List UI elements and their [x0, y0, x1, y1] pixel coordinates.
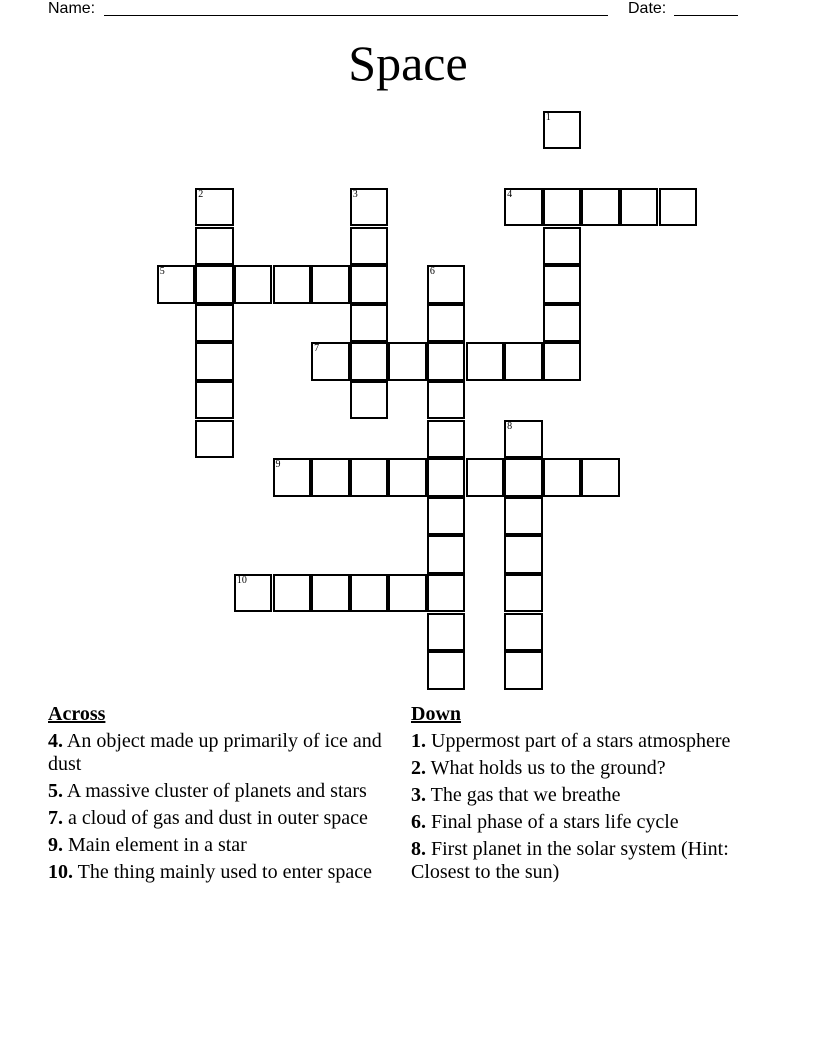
grid-cell[interactable] — [543, 227, 582, 266]
date-label: Date: — [628, 0, 667, 17]
down-clue — [411, 784, 751, 807]
grid-cell[interactable] — [427, 265, 466, 304]
clue-number: 7 — [314, 343, 320, 355]
clue-text: Main element in a star — [63, 834, 247, 856]
grid-cell[interactable] — [466, 458, 505, 497]
clue-number: 9 — [275, 459, 281, 471]
clue-label-number: 7. — [48, 807, 63, 829]
grid-cell[interactable] — [427, 420, 466, 459]
clue-label-number: 8. — [411, 838, 426, 860]
across-clues — [48, 703, 388, 888]
grid-cell[interactable] — [427, 304, 466, 343]
down-clue-list — [411, 730, 751, 884]
grid-cell[interactable] — [427, 535, 466, 574]
grid-cell[interactable] — [543, 111, 582, 150]
clue-number: 3 — [352, 188, 358, 200]
clue-number: 2 — [198, 188, 204, 200]
across-clue — [48, 861, 388, 884]
grid-cell[interactable] — [620, 188, 659, 227]
clue-text: Uppermost part of a stars atmosphere — [426, 730, 731, 752]
grid-cell[interactable] — [504, 458, 543, 497]
clue-label-number: 5. — [48, 780, 63, 802]
grid-cell[interactable] — [504, 574, 543, 613]
clue-text: A massive cluster of planets and stars — [63, 780, 367, 802]
clue-label-number: 9. — [48, 834, 63, 856]
clue-label-number: 6. — [411, 811, 426, 833]
grid-cell[interactable] — [427, 381, 466, 420]
grid-cell[interactable] — [388, 342, 427, 381]
across-clue — [48, 780, 388, 803]
name-label: Name: — [48, 0, 96, 17]
grid-cell[interactable] — [273, 265, 312, 304]
clue-text: First planet in the solar system (Hint: Closest to the sun) — [411, 838, 729, 883]
clue-number: 5 — [159, 266, 165, 278]
grid-cell[interactable] — [311, 265, 350, 304]
grid-cell[interactable] — [350, 304, 389, 343]
down-clue — [411, 757, 751, 780]
clue-label-number: 2. — [411, 757, 426, 779]
grid-cell[interactable] — [466, 342, 505, 381]
clue-text: What holds us to the ground? — [426, 757, 666, 779]
grid-cell[interactable] — [543, 304, 582, 343]
clue-label-number: 4. — [48, 730, 63, 752]
clue-number: 10 — [236, 574, 247, 586]
grid-cell[interactable] — [350, 227, 389, 266]
clue-number: 8 — [507, 420, 513, 432]
grid-cell[interactable] — [311, 342, 350, 381]
clue-number: 6 — [429, 266, 435, 278]
grid-cell[interactable] — [504, 535, 543, 574]
grid-cell[interactable] — [311, 458, 350, 497]
clue-label-number: 10. — [48, 861, 73, 883]
grid-cell[interactable] — [504, 188, 543, 227]
grid-cell[interactable] — [195, 227, 234, 266]
grid-cell[interactable] — [350, 381, 389, 420]
grid-cell[interactable] — [311, 574, 350, 613]
clue-number: 4 — [507, 188, 513, 200]
grid-cell[interactable] — [195, 420, 234, 459]
page-title: Space — [348, 35, 468, 91]
grid-cell[interactable] — [543, 342, 582, 381]
clue-text: Final phase of a stars life cycle — [426, 811, 679, 833]
grid-cell[interactable] — [504, 342, 543, 381]
date-input-line[interactable] — [674, 15, 738, 16]
down-clue — [411, 811, 751, 834]
clue-text: The gas that we breathe — [426, 784, 621, 806]
grid-cell[interactable] — [388, 458, 427, 497]
across-clue — [48, 807, 388, 830]
clue-label-number: 1. — [411, 730, 426, 752]
clue-text: The thing mainly used to enter space — [73, 861, 372, 883]
grid-cell[interactable] — [234, 574, 273, 613]
grid-cell[interactable] — [195, 188, 234, 227]
down-heading: Down — [411, 703, 462, 725]
grid-cell[interactable] — [350, 188, 389, 227]
grid-cell[interactable] — [659, 188, 698, 227]
clue-number: 1 — [545, 111, 551, 123]
grid-cell[interactable] — [543, 265, 582, 304]
grid-cell[interactable] — [427, 613, 466, 652]
grid-cell[interactable] — [195, 342, 234, 381]
down-clues — [411, 703, 751, 888]
grid-cell[interactable] — [504, 420, 543, 459]
across-clue-list — [48, 730, 388, 884]
grid-cell[interactable] — [427, 574, 466, 613]
grid-cell[interactable] — [350, 265, 389, 304]
grid-cell[interactable] — [427, 458, 466, 497]
grid-cell[interactable] — [427, 497, 466, 536]
grid-cell[interactable] — [427, 651, 466, 690]
grid-cell[interactable] — [543, 188, 582, 227]
down-clue — [411, 838, 751, 884]
grid-cell[interactable] — [350, 458, 389, 497]
grid-cell[interactable] — [504, 497, 543, 536]
grid-cell[interactable] — [504, 651, 543, 690]
name-input-line[interactable] — [104, 15, 608, 16]
grid-cell[interactable] — [273, 458, 312, 497]
grid-cell[interactable] — [195, 304, 234, 343]
clue-text: An object made up primarily of ice and dust — [48, 730, 382, 775]
across-heading: Across — [48, 703, 106, 725]
grid-cell[interactable] — [543, 458, 582, 497]
across-clue — [48, 730, 388, 776]
grid-cell[interactable] — [350, 342, 389, 381]
grid-cell[interactable] — [427, 342, 466, 381]
grid-cell[interactable] — [195, 265, 234, 304]
grid-cell[interactable] — [234, 265, 273, 304]
down-clue — [411, 730, 751, 753]
grid-cell[interactable] — [504, 613, 543, 652]
clue-label-number: 3. — [411, 784, 426, 806]
grid-cell[interactable] — [157, 265, 196, 304]
across-clue — [48, 834, 388, 857]
grid-cell[interactable] — [350, 574, 389, 613]
grid-cell[interactable] — [195, 381, 234, 420]
grid-cell[interactable] — [581, 188, 620, 227]
grid-cell[interactable] — [273, 574, 312, 613]
worksheet-header — [48, 0, 768, 22]
clue-text: a cloud of gas and dust in outer space — [63, 807, 368, 829]
grid-cell[interactable] — [388, 574, 427, 613]
grid-cell[interactable] — [581, 458, 620, 497]
